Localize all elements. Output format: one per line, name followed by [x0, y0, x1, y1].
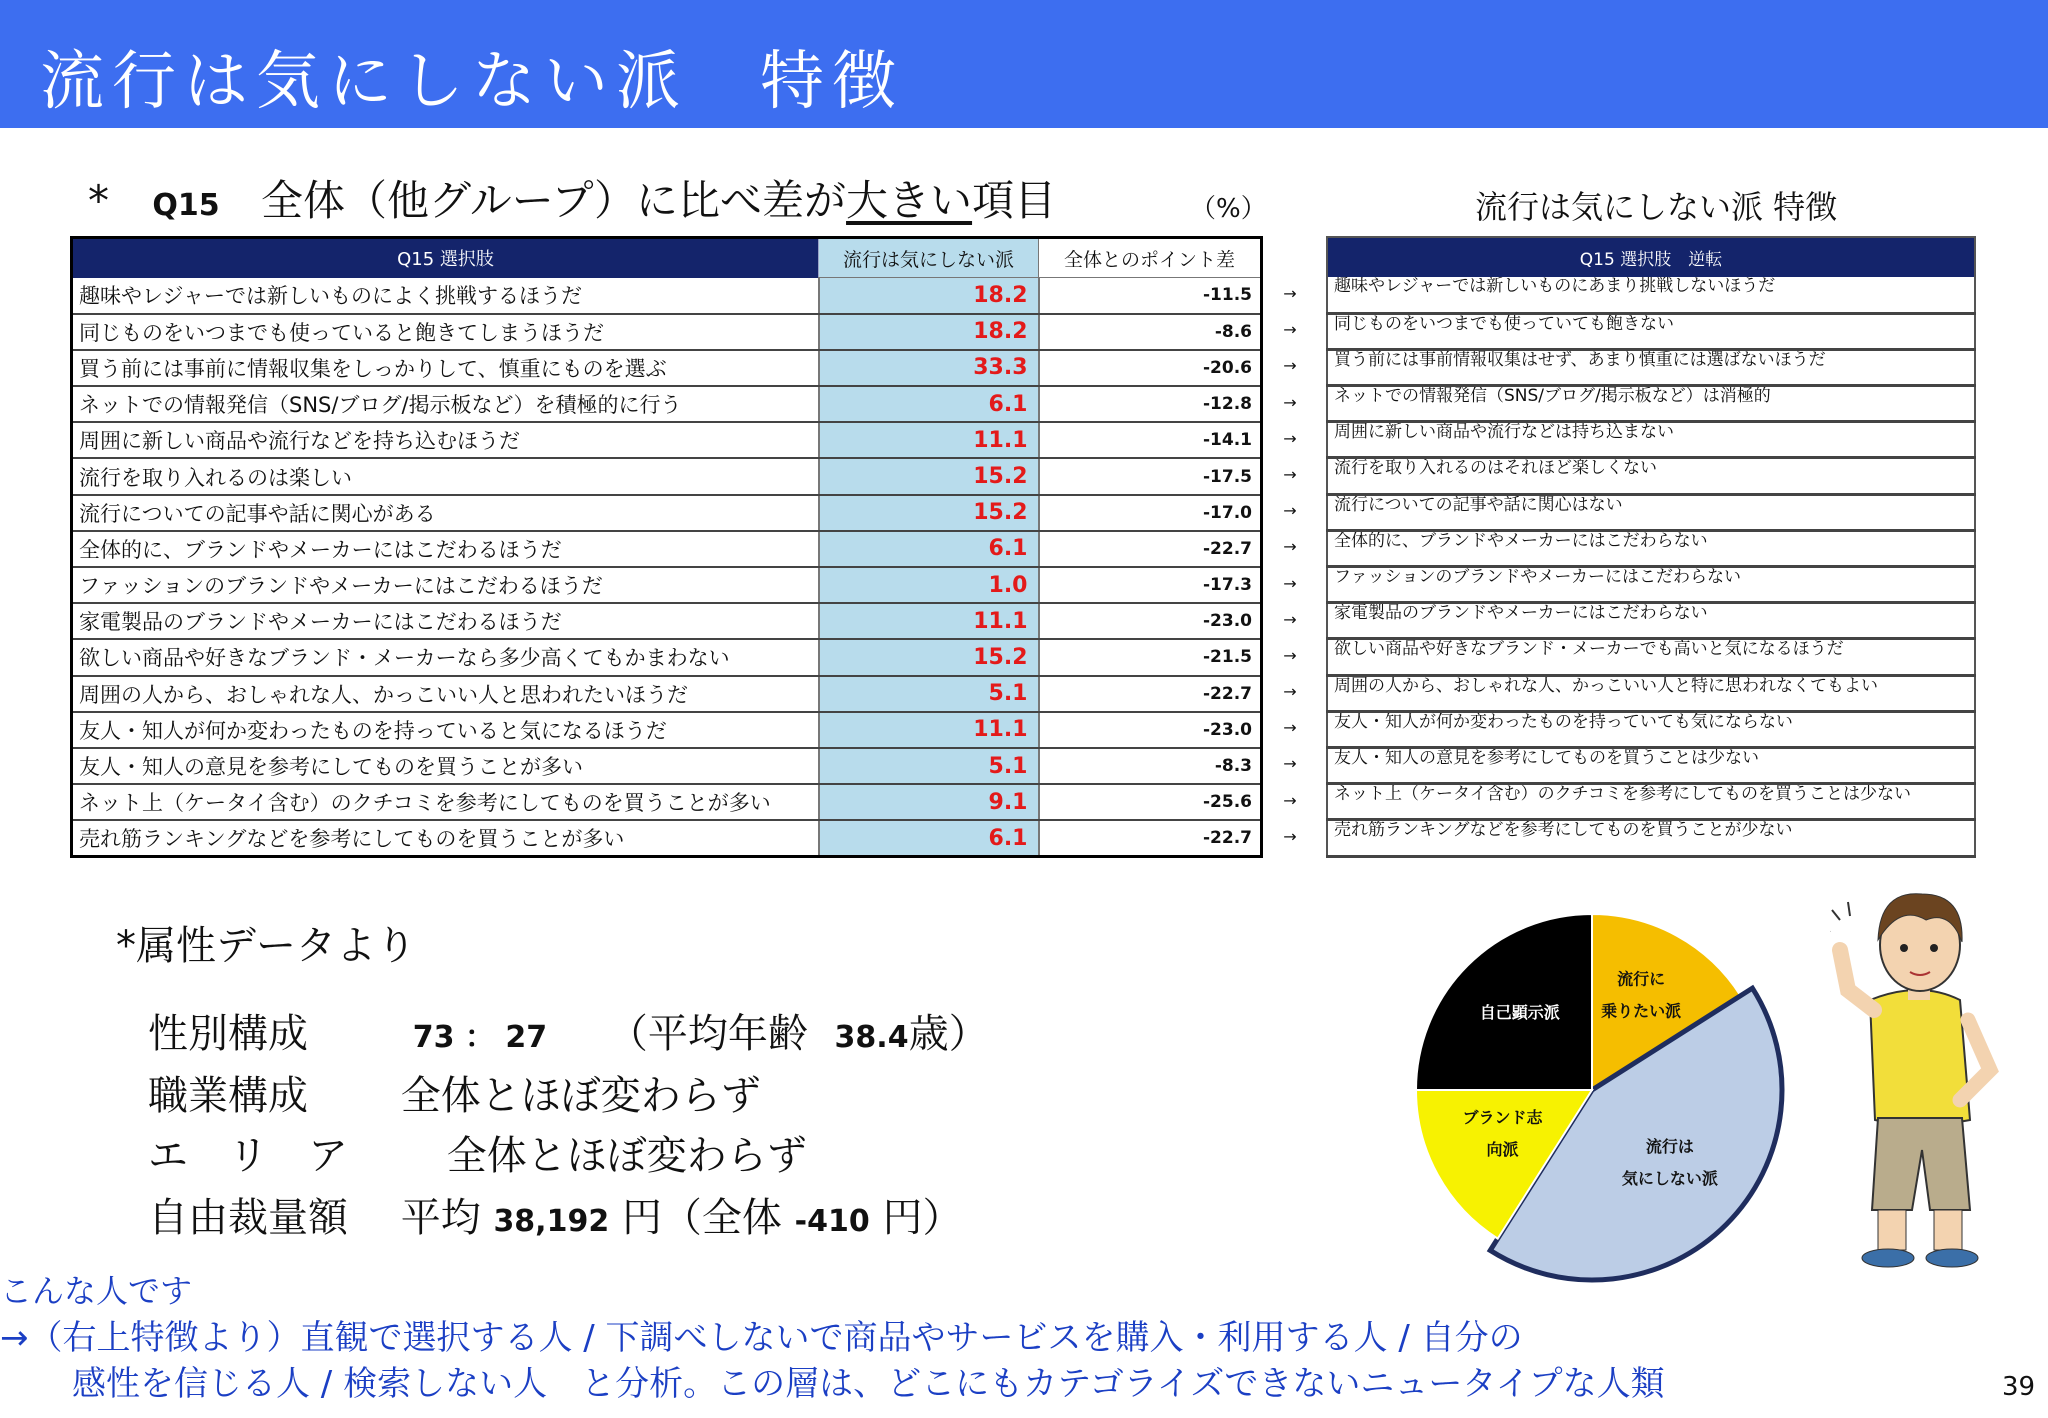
reversed-item: 欲しい商品や好きなブランド・メーカーでも高いと気になるほうだ — [1327, 639, 1975, 675]
reversed-item: ネットでの情報発信（SNS/ブログ/掲示板など）は消極的 — [1327, 386, 1975, 422]
table-row — [72, 422, 1262, 458]
reversed-header: Q15 選択肢 逆転 — [1327, 237, 1975, 277]
row-arrow: → — [1283, 754, 1297, 774]
q15-table — [70, 236, 1263, 858]
row-item: 流行についての記事や話に関心がある — [72, 495, 819, 531]
section-title-prefix: * — [88, 176, 109, 225]
reversed-item: 売れ筋ランキングなどを参考にしてものを買うことが少ない — [1327, 820, 1975, 856]
person-figure — [1830, 894, 1990, 1267]
reversed-row — [1327, 675, 1975, 711]
budget-label: 自由裁量額 — [148, 1195, 348, 1241]
job-value: 全体とほぼ変わらず — [400, 1073, 761, 1119]
row-diff: -21.5 — [1039, 639, 1262, 675]
job-row — [148, 1064, 761, 1121]
row-item: ネットでの情報発信（SNS/ブログ/掲示板など）を積極的に行う — [72, 386, 819, 422]
reversed-item: 同じものをいつまでも使っていても飽きない — [1327, 313, 1975, 349]
row-diff: -20.6 — [1039, 350, 1262, 386]
row-value: 6.1 — [819, 386, 1039, 422]
reversed-item: 買う前には事前情報収集はせず、あまり慎重には選ばないほうだ — [1327, 349, 1975, 385]
reversed-row — [1327, 386, 1975, 422]
row-arrow: → — [1283, 356, 1297, 376]
row-diff: -8.6 — [1039, 314, 1262, 350]
row-arrow: → — [1283, 790, 1297, 810]
header-group: 流行は気にしない派 — [819, 238, 1039, 278]
area-row — [148, 1124, 807, 1181]
reversed-row — [1327, 784, 1975, 820]
row-diff: -14.1 — [1039, 422, 1262, 458]
row-arrow: → — [1283, 464, 1297, 484]
table-row — [72, 458, 1262, 494]
row-value: 15.2 — [819, 639, 1039, 675]
row-diff: -23.0 — [1039, 603, 1262, 639]
row-arrow: → — [1283, 826, 1297, 846]
row-value: 11.1 — [819, 422, 1039, 458]
table-row — [72, 386, 1262, 422]
row-arrow: → — [1283, 428, 1297, 448]
gender-label: 性別構成 — [148, 1011, 308, 1057]
row-diff: -12.8 — [1039, 386, 1262, 422]
reversed-row — [1327, 349, 1975, 385]
reversed-item: 周囲の人から、おしゃれな人、かっこいい人と特に思われなくてもよい — [1327, 675, 1975, 711]
reversed-row — [1327, 747, 1975, 783]
reversed-row — [1327, 313, 1975, 349]
row-value: 15.2 — [819, 495, 1039, 531]
row-item: 趣味やレジャーでは新しいものによく挑戦するほうだ — [72, 278, 819, 314]
reversed-item: 流行を取り入れるのはそれほど楽しくない — [1327, 458, 1975, 494]
reversed-item: 流行についての記事や話に関心はない — [1327, 494, 1975, 530]
row-item: 買う前には事前に情報収集をしっかりして、慎重にものを選ぶ — [72, 350, 819, 386]
row-item: 周囲に新しい商品や流行などを持ち込むほうだ — [72, 422, 819, 458]
row-value: 9.1 — [819, 784, 1039, 820]
pie-slice-label: 自己顕示派 — [1479, 1002, 1560, 1022]
attributes-title: *属性データより — [116, 923, 416, 969]
row-value: 5.1 — [819, 748, 1039, 784]
budget-mid: 円（全体 — [621, 1195, 782, 1241]
row-diff: -17.0 — [1039, 495, 1262, 531]
area-value: 全体とほぼ変わらず — [446, 1133, 807, 1179]
reversed-item: 友人・知人が何か変わったものを持っていても気にならない — [1327, 711, 1975, 747]
row-diff: -11.5 — [1039, 278, 1262, 314]
unit-label: （%） — [1190, 194, 1267, 224]
table-row — [72, 567, 1262, 603]
reversed-row — [1327, 567, 1975, 603]
budget-num: 38,192 — [493, 1204, 610, 1239]
row-diff: -22.7 — [1039, 531, 1262, 567]
table-row — [72, 314, 1262, 350]
page-title: 流行は気にしない派 特徴 — [40, 45, 904, 119]
row-value: 1.0 — [819, 567, 1039, 603]
row-diff: -17.3 — [1039, 567, 1262, 603]
reversed-row — [1327, 277, 1975, 313]
row-item: 欲しい商品や好きなブランド・メーカーなら多少高くてもかまわない — [72, 639, 819, 675]
table-row — [72, 748, 1262, 784]
gender-age-close: 歳） — [908, 1011, 989, 1057]
table-row — [72, 676, 1262, 712]
row-diff: -8.3 — [1039, 748, 1262, 784]
table-row — [72, 712, 1262, 748]
row-value: 18.2 — [819, 314, 1039, 350]
reversed-item: 家電製品のブランドやメーカーにはこだわらない — [1327, 603, 1975, 639]
row-item: 友人・知人の意見を参考にしてものを買うことが多い — [72, 748, 819, 784]
table-row — [72, 350, 1262, 386]
table-row — [72, 495, 1262, 531]
row-arrow: → — [1283, 718, 1297, 738]
reversed-row — [1327, 458, 1975, 494]
gender-age-open: （平均年齢 — [607, 1011, 808, 1057]
person-heading: こんな人です — [0, 1272, 193, 1310]
row-value: 18.2 — [819, 278, 1039, 314]
table-row — [72, 820, 1262, 856]
row-item: 家電製品のブランドやメーカーにはこだわるほうだ — [72, 603, 819, 639]
reversed-item: 趣味やレジャーでは新しいものにあまり挑戦しないほうだ — [1327, 277, 1975, 313]
row-arrow: → — [1283, 392, 1297, 412]
reversed-row — [1327, 820, 1975, 856]
row-arrow: → — [1283, 573, 1297, 593]
row-value: 33.3 — [819, 350, 1039, 386]
reversed-item: 周囲に新しい商品や流行などは持ち込まない — [1327, 422, 1975, 458]
row-value: 11.1 — [819, 712, 1039, 748]
row-diff: -22.7 — [1039, 676, 1262, 712]
pie-slice-label: 流行に乗りたい派 — [1601, 969, 1682, 1021]
reversed-row — [1327, 530, 1975, 566]
row-item: 流行を取り入れるのは楽しい — [72, 458, 819, 494]
section-title-main: 全体（他グループ）に比べ差が — [260, 176, 847, 225]
segment-pie-chart — [1370, 868, 1830, 1328]
reversed-row — [1327, 711, 1975, 747]
row-value: 11.1 — [819, 603, 1039, 639]
budget-row — [148, 1186, 962, 1243]
reversed-item: ファッションのブランドやメーカーにはこだわらない — [1327, 567, 1975, 603]
row-item: 友人・知人が何か変わったものを持っていると気になるほうだ — [72, 712, 819, 748]
pie-slice-label: 流行は気にしない派 — [1621, 1136, 1718, 1188]
reversed-row — [1327, 422, 1975, 458]
section-title-q: Q15 — [152, 188, 220, 223]
row-arrow: → — [1283, 537, 1297, 557]
table-row — [72, 278, 1262, 314]
table-row — [72, 603, 1262, 639]
row-value: 6.1 — [819, 820, 1039, 856]
page-number: 39 — [2002, 1372, 2036, 1402]
reversed-row — [1327, 494, 1975, 530]
table-row — [72, 531, 1262, 567]
row-value: 15.2 — [819, 458, 1039, 494]
row-arrow: → — [1283, 320, 1297, 340]
reversed-row — [1327, 603, 1975, 639]
section-title — [88, 168, 1056, 228]
budget-pre: 平均 — [400, 1195, 481, 1241]
header-banner — [0, 0, 2048, 128]
job-label: 職業構成 — [148, 1073, 308, 1119]
row-arrow: → — [1283, 609, 1297, 629]
section-title-emph: 大きい — [846, 176, 973, 225]
row-diff: -23.0 — [1039, 712, 1262, 748]
section-title-end: 項目 — [972, 176, 1057, 225]
description-line-1: →（右上特徴より）直観で選択する人 / 下調べしないで商品やサービスを購入・利用する人 / 自分の — [0, 1318, 1523, 1358]
reversed-item: ネット上（ケータイ含む）のクチコミを参考にしてものを買うことは少ない — [1327, 784, 1975, 820]
area-label: エ リ ア — [148, 1133, 348, 1179]
row-item: ネット上（ケータイ含む）のクチコミを参考にしてものを買うことが多い — [72, 784, 819, 820]
reversed-table — [1326, 236, 1976, 858]
gender-row — [148, 1002, 989, 1059]
header-item: Q15 選択肢 — [72, 238, 819, 278]
gender-value: 73 ： 27 — [412, 1020, 548, 1055]
cartoon-person-illustration — [1830, 880, 2000, 1270]
row-arrow: → — [1283, 284, 1297, 303]
row-value: 6.1 — [819, 531, 1039, 567]
row-arrow: → — [1283, 645, 1297, 665]
reversed-row — [1327, 639, 1975, 675]
row-diff: -22.7 — [1039, 820, 1262, 856]
row-item: ファッションのブランドやメーカーにはこだわるほうだ — [72, 567, 819, 603]
header-diff: 全体とのポイント差 — [1039, 238, 1262, 278]
row-item: 同じものをいつまでも使っていると飽きてしまうほうだ — [72, 314, 819, 350]
right-table-title: 流行は気にしない派 特徴 — [1475, 188, 1838, 226]
table-row — [72, 784, 1262, 820]
row-item: 周囲の人から、おしゃれな人、かっこいい人と思われたいほうだ — [72, 676, 819, 712]
row-item: 売れ筋ランキングなどを参考にしてものを買うことが多い — [72, 820, 819, 856]
row-item: 全体的に、ブランドやメーカーにはこだわるほうだ — [72, 531, 819, 567]
reversed-item: 全体的に、ブランドやメーカーにはこだわらない — [1327, 530, 1975, 566]
gender-age-value: 38.4 — [834, 1020, 909, 1055]
row-arrow: → — [1283, 682, 1297, 702]
row-arrow: → — [1283, 501, 1297, 521]
row-diff: -17.5 — [1039, 458, 1262, 494]
arrow-column — [1278, 276, 1302, 855]
pie-slice-label: ブランド志向派 — [1462, 1108, 1543, 1160]
budget-end: 円） — [882, 1195, 963, 1241]
table-row — [72, 639, 1262, 675]
description-line-2: 感性を信じる人 / 検索しない人 と分析。この層は、どこにもカテゴライズできないニュータイプな人類 — [72, 1364, 1665, 1404]
row-diff: -25.6 — [1039, 784, 1262, 820]
row-value: 5.1 — [819, 676, 1039, 712]
budget-diff: -410 — [794, 1204, 870, 1239]
reversed-item: 友人・知人の意見を参考にしてものを買うことは少ない — [1327, 747, 1975, 783]
